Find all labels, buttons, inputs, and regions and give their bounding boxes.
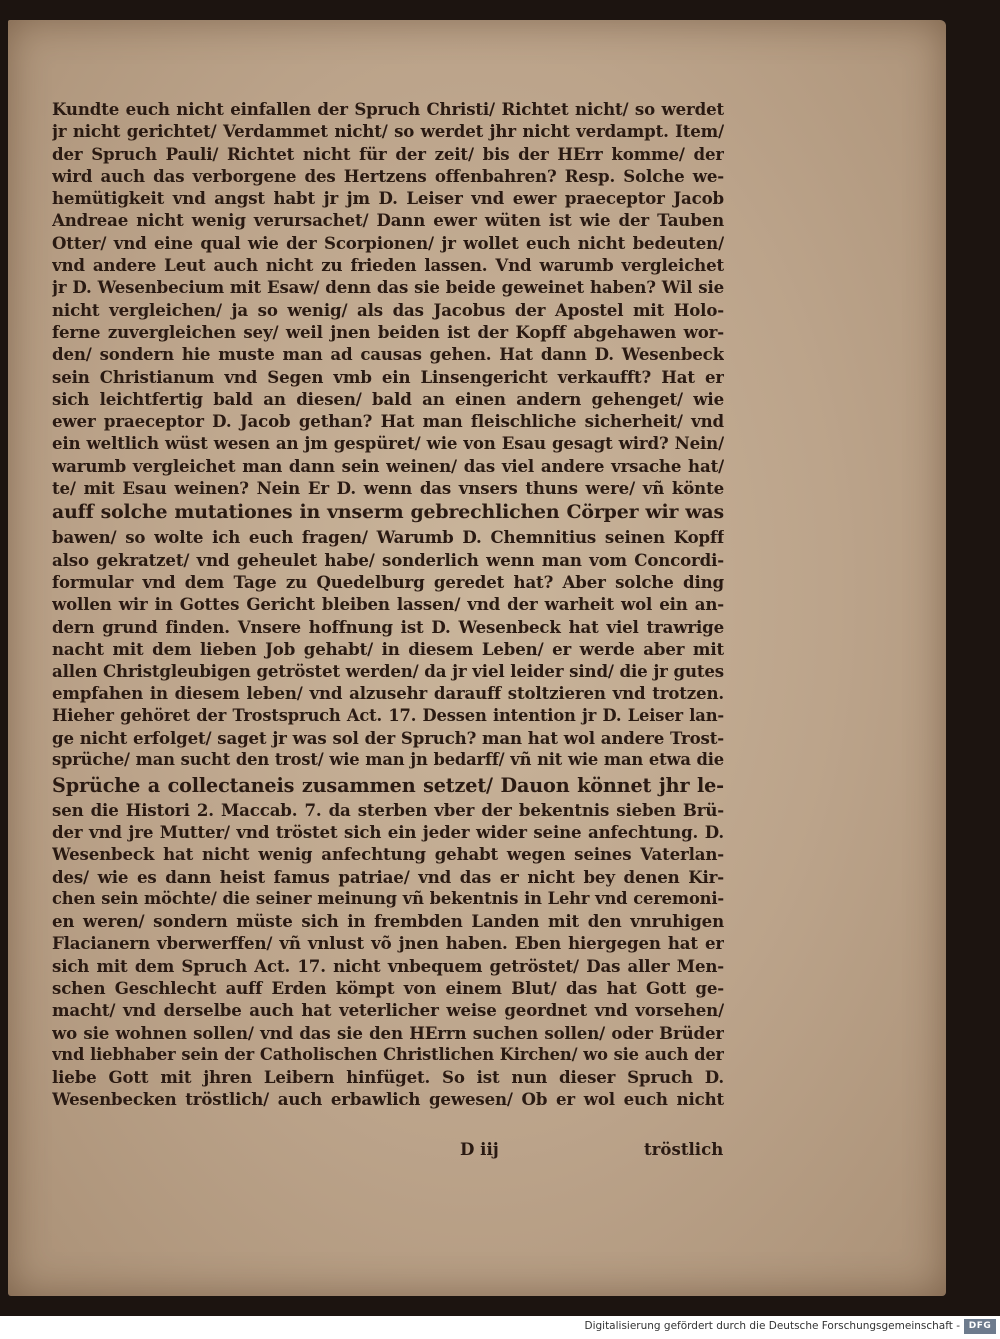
text-line: den/ sondern hie muste man ad causas gehen. Hat dann D. Wesenbeck (52, 344, 724, 365)
text-line-large: Sprüche a collectaneis zusammen setzet/ Dauon könnet jhr le- (52, 773, 724, 797)
text-line: jr nicht gerichtet/ Verdammet nicht/ so werdet jhr nicht verdampt. Item/ (52, 121, 724, 142)
text-line: macht/ vnd derselbe auch hat veterlicher weise geordnet vnd vorsehen/ (52, 1000, 724, 1021)
body-text (52, 98, 724, 1111)
funding-credit: Digitalisierung gefördert durch die Deutsche Forschungsgemeinschaft - (584, 1320, 960, 1332)
text-line: te/ mit Esau weinen? Nein Er D. wenn das vnsers thuns were/ vñ könte (52, 478, 724, 499)
text-line: warumb vergleichet man dann sein weinen/ das viel andere vrsache hat/ (52, 455, 724, 476)
text-line: also gekratzet/ vnd geheulet habe/ sonderlich wenn man vom Concordi- (52, 549, 724, 570)
text-line: nicht vergleichen/ ja so wenig/ als das Jacobus der Apostel mit Holo- (52, 299, 724, 320)
signature-mark: D iij (460, 1139, 499, 1159)
text-line: Wesenbeck hat nicht wenig anfechtung gehabt wegen seines Vaterlan- (52, 844, 724, 865)
text-line: Hieher gehöret der Trostspruch Act. 17. Dessen intention jr D. Leiser lan- (52, 705, 724, 725)
text-line: vnd andere Leut auch nicht zu frieden lassen. Vnd warumb vergleichet (52, 255, 724, 276)
text-line: vnd liebhaber sein der Catholischen Christlichen Kirchen/ wo sie auch der (52, 1044, 724, 1064)
text-line: ein weltlich wüst wesen an jm gespüret/ wie von Esau gesagt wird? Nein/ (52, 433, 724, 454)
catchword: tröstlich (644, 1139, 724, 1159)
text-line: dern grund finden. Vnsere hoffnung ist D. Wesenbeck hat viel trawrige (52, 616, 724, 637)
dfg-logo-icon: DFG (964, 1319, 996, 1334)
text-line: en weren/ sondern müste sich in frembden Landen mit den vnruhigen (52, 911, 724, 932)
text-line: hemütigkeit vnd angst habt jr jm D. Leiser vnd ewer praeceptor Jacob (52, 188, 724, 209)
text-line: liebe Gott mit jhren Leibern hinfüget. So ist nun dieser Spruch D. (52, 1067, 724, 1088)
text-line-large: auff solche mutationes in vnserm gebrechlichen Cörper wir was (52, 501, 724, 524)
text-line: Otter/ vnd eine qual wie der Scorpionen/ jr wollet euch nicht bedeuten/ (52, 232, 724, 253)
text-line: allen Christgleubigen getröstet werden/ da jr viel leider sind/ die jr gutes (52, 661, 724, 682)
digitization-footer (0, 1316, 1000, 1339)
text-line: der vnd jre Mutter/ vnd tröstet sich ein jeder wider seine anfechtung. D. (52, 821, 724, 842)
text-line: der Spruch Pauli/ Richtet nicht für der zeit/ bis der HErr komme/ der (52, 143, 724, 164)
text-line: sprüche/ man sucht den trost/ wie man jn bedarff/ vñ nit wie man etwa die (52, 750, 724, 770)
text-line: des/ wie es dann heist famus patriae/ vnd das er nicht bey denen Kir- (52, 866, 724, 887)
text-line: empfahen in diesem leben/ vnd alzusehr darauff stoltzieren vnd trotzen. (52, 683, 724, 704)
text-line: bawen/ so wolte ich euch fragen/ Warumb D. Chemnitius seinen Kopff (52, 527, 724, 548)
text-line: chen sein möchte/ die seiner meinung vñ bekentnis in Lehr vnd ceremoni- (52, 888, 724, 908)
text-line: schen Geschlecht auff Erden kömpt von einem Blut/ das hat Gott ge- (52, 977, 724, 998)
text-line: wollen wir in Gottes Gericht bleiben lassen/ vnd der warheit wol ein an- (52, 594, 724, 615)
text-line: Flacianern vberwerffen/ vñ vnlust võ jnen haben. Eben hiergegen hat er (52, 933, 724, 954)
text-line: wo sie wohnen sollen/ vnd das sie den HErrn suchen sollen/ oder Brüder (52, 1022, 724, 1043)
text-line: jr D. Wesenbecium mit Esaw/ denn das sie beide geweinet haben? Wil sie (52, 277, 724, 298)
text-line: ge nicht erfolget/ saget jr was sol der Spruch? man hat wol andere Trost- (52, 728, 724, 749)
text-line: Andreae nicht wenig verursachet/ Dann ewer wüten ist wie der Tauben (52, 210, 724, 231)
text-line: sein Christianum vnd Segen vmb ein Linsengericht verkaufft? Hat er (52, 366, 724, 387)
text-line: sich leichtfertig bald an diesen/ bald an einen andern gehenget/ wie (52, 388, 724, 409)
text-line: ferne zuvergleichen sey/ weil jnen beiden ist der Kopff abgehawen wor- (52, 321, 724, 342)
text-line: Wesenbecken tröstlich/ auch erbawlich gewesen/ Ob er wol euch nicht (52, 1089, 724, 1110)
text-line: Kundte euch nicht einfallen der Spruch Christi/ Richtet nicht/ so werdet (52, 99, 724, 119)
text-line: ewer praeceptor D. Jacob gethan? Hat man fleischliche sicherheit/ vnd (52, 411, 724, 432)
book-page (8, 20, 946, 1296)
text-line: formular vnd dem Tage zu Quedelburg geredet hat? Aber solche ding (52, 571, 724, 592)
text-line: sen die Histori 2. Maccab. 7. da sterben vber der bekentnis sieben Brü- (52, 799, 724, 820)
text-line: sich mit dem Spruch Act. 17. nicht vnbequem getröstet/ Das aller Men- (52, 955, 724, 976)
text-line: wird auch das verborgene des Hertzens offenbahren? Resp. Solche we- (52, 165, 724, 186)
text-line: nacht mit dem lieben Job gehabt/ in diesem Leben/ er werde aber mit (52, 638, 724, 659)
